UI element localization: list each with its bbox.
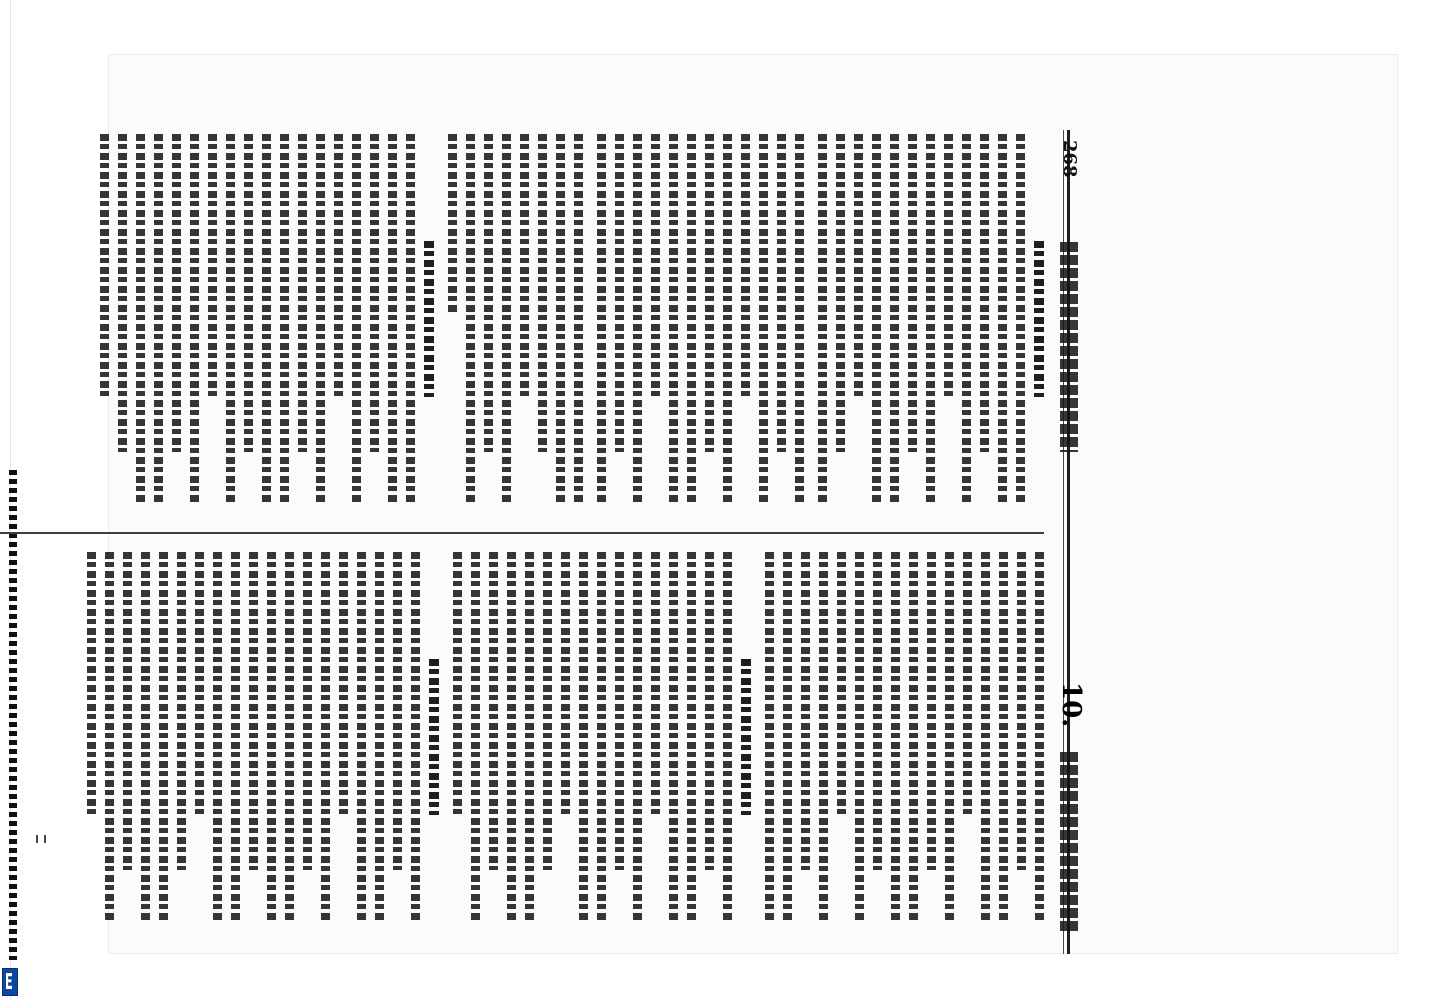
right-column-block-1 <box>765 552 1044 922</box>
right-column-text <box>0 552 1044 922</box>
left-column-block-3 <box>448 134 583 504</box>
running-header-left <box>1060 242 1078 452</box>
running-header-right <box>1060 752 1078 932</box>
column-divider <box>0 532 1044 534</box>
page-scan-area <box>108 54 1398 954</box>
left-column-block-4 <box>100 134 415 504</box>
left-column-block-2 <box>597 134 804 504</box>
left-column-text <box>0 134 1044 504</box>
section-heading-ii <box>741 659 751 814</box>
section-heading-e <box>424 241 434 396</box>
issue-number-mark: 10. <box>1056 682 1086 728</box>
right-column-block-3 <box>87 552 420 922</box>
left-column-block-1 <box>818 134 1025 504</box>
section-heading-d <box>1034 241 1044 396</box>
dfg-logo-badge <box>2 968 18 996</box>
section-heading-stempel <box>429 659 439 814</box>
rotated-page-sheet <box>0 122 1086 962</box>
page-number-mark: 268 <box>1059 140 1080 178</box>
right-column-block-2 <box>453 552 732 922</box>
